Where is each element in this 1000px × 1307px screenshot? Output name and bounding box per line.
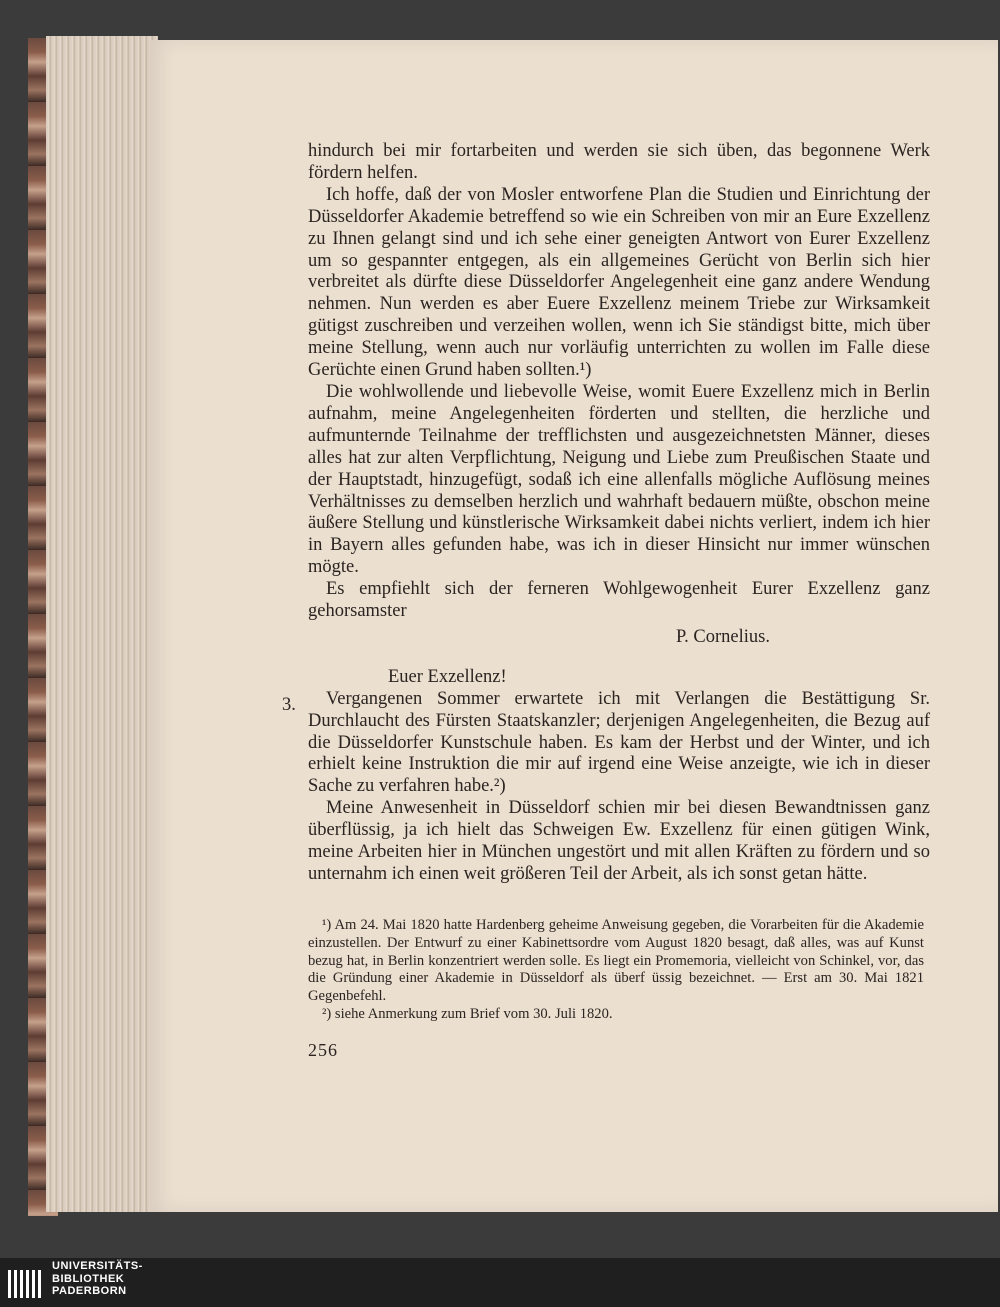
logo-line: PADERBORN <box>52 1285 127 1297</box>
footnote: ²) siehe Anmerkung zum Brief vom 30. Juli 1820. <box>322 1005 613 1022</box>
letter-number: 3. <box>282 695 296 715</box>
logo-line: UNIVERSITÄTS- <box>52 1260 143 1272</box>
paragraph: Vergangenen Sommer erwartete ich mit Verlangen die Bestättigung Sr. Durchlaucht des Fürsten Staatskanzler; derjenigen Angelegenheiten, die Bezug auf die Düsseldorfer Kunstschule haben. Es kam der Herbst und der Winter, und ich erhielt keine Instruktion die mir auf irgend eine Weise anzeigte, wie ich in dieser Sache zu verfahren habe.²) <box>308 688 930 797</box>
salutation: Euer Exzellenz! <box>388 666 507 687</box>
paragraph: hindurch bei mir fortarbeiten und werden sie sich üben, das begonnene Werk fördern helfen. <box>308 141 930 183</box>
paragraph: Die wohlwollende und liebevolle Weise, womit Euere Exzellenz mich in Berlin aufnahm, meine Angelegenheiten förderten und stellten, die herzliche und aufmunternde Teilnahme der trefflichsten und ausgezeichnetsten Männer, dieses alles hat zur alten Verpflichtung, Neigung und Liebe zum Preußischen Staate und der Hauptstadt, hinzugefügt, sodaß ich eine allenfalls mögliche Auflösung meines Verhältnisses zu demselben herzlich und wahrhaft bedauern müßte, obschon meine äußere Stellung und künstlerische Wirksamkeit dabei nichts verliert, indem ich hier in Bayern alles gefunden habe, was ich in dieser Hinsicht nur immer wünschen mögte. <box>308 381 930 578</box>
signature: P. Cornelius. <box>675 626 770 647</box>
library-footer-bar <box>0 1258 1000 1307</box>
footnote: ¹) Am 24. Mai 1820 hatte Hardenberg geheime Anweisung gegeben, die Vorarbeiten für die Akademie einzustellen. Der Entwurf zu einer Kabinettsordre vom August 1820 besagt, daß alles, was auf Kunst bezug hat, in Berlin konzentriert werden solle. Es liegt ein Promemoria, vielleicht von Schinkel, vor, das die Gründung einer Akademie in Düsseldorf als überf üssig bezeichnet. — Erst am 30. Mai 1821 Gegenbefehl. <box>308 917 924 1005</box>
paragraph: Ich hoffe, daß der von Mosler entworfene Plan die Studien und Einrichtung der Düsseldorfer Akademie betreffend so wie ein Schreiben von mir an Eure Exzellenz zu Ihnen gelangt sind und ich sehe einer geneigten Antwort von Eurer Exzellenz um so gespannter entgegen, als ein allgemeines Gerücht von Berlin sich hier verbreitet als dürfte diese Düsseldorfer Angelegenheit eine ganz andere Wendung nehmen. Nun werden es aber Euere Exzellenz meinem Triebe zur Wirksamkeit gütigst zuschreiben und verzeihen wollen, wenn ich Sie ständigst bitte, mich über meine Stellung, wenn auch nur vorläufig unterrichten zu wollen im Falle diese Gerüchte einen Grund haben sollten.¹) <box>308 184 930 381</box>
page-stack-edges <box>46 36 158 1212</box>
paragraph: Meine Anwesenheit in Düsseldorf schien mir bei diesen Bewandtnissen ganz überflüssig, ja ich hielt das Schweigen Ew. Exzellenz für einen gütigen Wink, meine Arbeiten hier in München ungestört und mit allen Kräften zu fördern und so unternahm ich einen weit größeren Teil der Arbeit, als ich sonst getan hätte. <box>308 798 930 884</box>
paragraph: Es empfiehlt sich der ferneren Wohlgewogenheit Eurer Exzellenz ganz gehorsamster <box>308 579 930 622</box>
letter-body <box>308 141 930 886</box>
page-number: 256 <box>308 1040 338 1060</box>
library-logo-text <box>52 1260 143 1298</box>
library-logo-icon <box>6 1264 48 1302</box>
footnotes <box>308 917 924 1024</box>
logo-line: BIBLIOTHEK <box>52 1272 125 1285</box>
